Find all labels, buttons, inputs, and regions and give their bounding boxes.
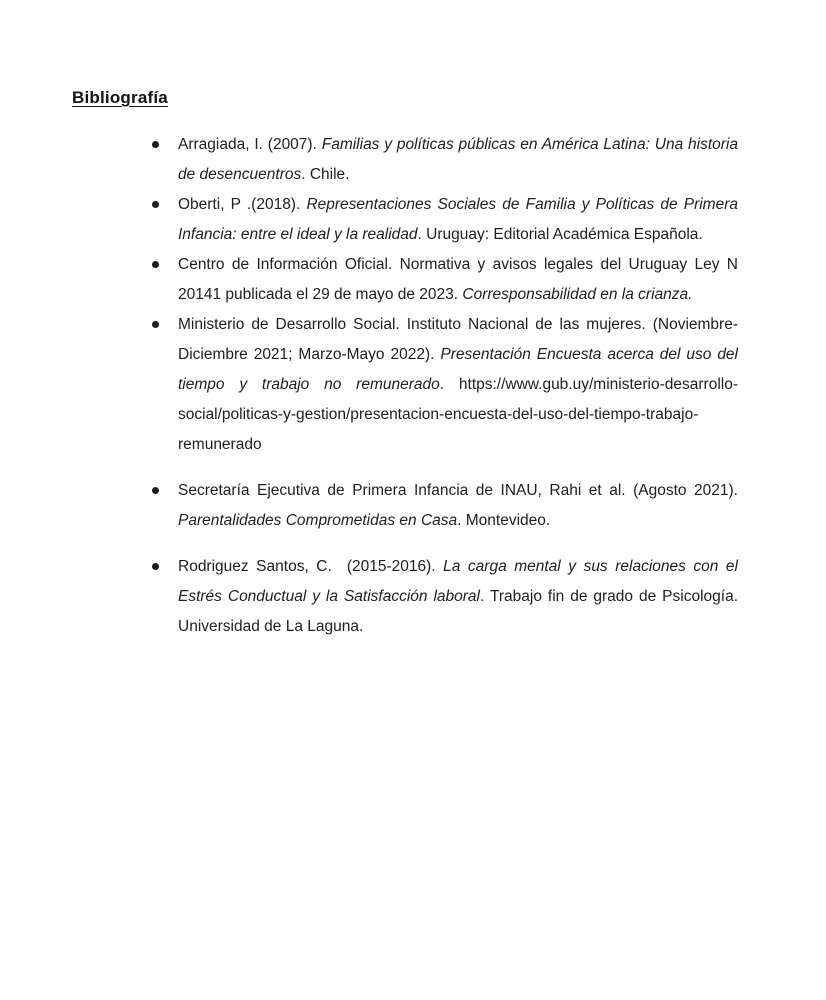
bibliography-entry [178,552,743,642]
entry-pre-text: Ministerio de Desarrollo Social. Instituto Nacional de las mujeres. (Noviembre-Diciembre 2021; Marzo-Mayo 2022). [178,316,738,363]
entry-pre-text: Rodriguez Santos, C. (2015-2016). [178,558,444,575]
page-title: Bibliografía [72,88,168,107]
entry-post-text: . Uruguay: Editorial Académica Española. [417,226,703,243]
bibliography-entry [178,310,743,460]
bibliography-entry [178,130,743,190]
entry-post-text: . Montevideo. [457,512,551,529]
entry-title: Presentación Encuesta acerca del uso del tiempo y trabajo no remunerado [178,346,743,393]
entry-title: Familias y políticas públicas en América Latina: Una historia de desencuentros [178,136,743,183]
entry-post-text: . https://www.gub.uy/ministerio-desarrollo-social/politicas-y-gestion/presentacion-encuesta-del-uso-del-tiempo-trabajo-remunerado [178,376,738,453]
bibliography-entry [178,476,747,536]
entry-pre-text: Oberti, P .(2018). [178,196,307,213]
entry-title: Representaciones Sociales de Familia y Políticas de Primera Infancia: entre el ideal y la realidad [178,196,743,243]
bibliography-list [178,130,747,642]
entry-post-text: . Chile. [301,166,350,183]
bibliography-entry [178,250,743,310]
entry-post-text: . Trabajo fin de grado de Psicología. Universidad de La Laguna. [178,588,743,635]
entry-pre-text: Secretaría Ejecutiva de Primera Infancia de INAU, Rahi et al. (Agosto 2021). [178,482,747,499]
entry-pre-text: Centro de Información Oficial. Normativa y avisos legales del Uruguay Ley N 20141 publicada el 29 de mayo de 2023. [178,256,743,303]
entry-pre-text: Arragiada, I. (2007). [178,136,322,153]
entry-title: Corresponsabilidad en la crianza. [462,286,693,303]
entry-title: La carga mental y sus relaciones con el Estrés Conductual y la Satisfacción laboral [178,558,743,605]
bibliography-entry [178,190,743,250]
entry-title: Parentalidades Comprometidas en Casa [178,512,458,529]
